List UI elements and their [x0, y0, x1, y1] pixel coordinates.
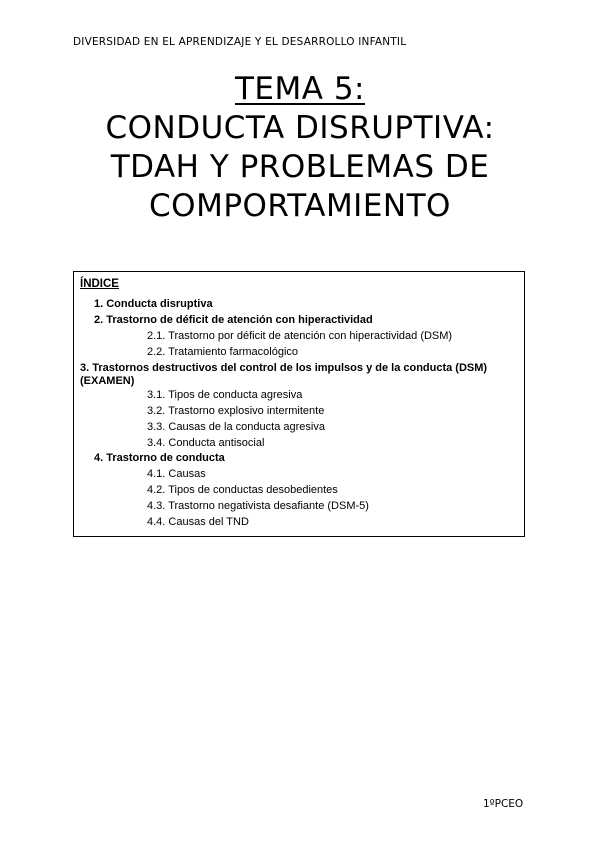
page-header: DIVERSIDAD EN EL APRENDIZAJE Y EL DESARROLLO INFANTIL	[73, 36, 407, 48]
index-entry-2-1: 2.1. Trastorno por déficit de atención con hiperactividad (DSM)	[147, 330, 453, 342]
index-entry-4-1: 4.1. Causas	[147, 468, 206, 480]
index-entry-4-2: 4.2. Tipos de conductas desobedientes	[147, 484, 338, 496]
topic-number: TEMA 5:	[235, 71, 365, 107]
index-entry-3-3: 3.3. Causas de la conducta agresiva	[147, 421, 325, 433]
index-entry-3-1: 3.1. Tipos de conducta agresiva	[147, 389, 303, 401]
index-entry-2-2: 2.2. Tratamiento farmacológico	[147, 346, 299, 358]
index-entry-4-3: 4.3. Trastorno negativista desafiante (DSM-5)	[147, 500, 369, 512]
index-entry-3: 3. Trastornos destructivos del control de los impulsos y de la conducta (DSM) (EXAMEN)	[80, 362, 488, 387]
index-entry-3-2: 3.2. Trastorno explosivo intermitente	[147, 405, 325, 417]
index-entry-2: 2. Trastorno de déficit de atención con hiperactividad	[94, 314, 373, 326]
index-entry-4: 4. Trastorno de conducta	[94, 452, 225, 464]
index-entry-3-4: 3.4. Conducta antisocial	[147, 437, 265, 449]
index-title: ÍNDICE	[80, 278, 119, 290]
index-entry-4-4: 4.4. Causas del TND	[147, 516, 249, 528]
title-line-2: TDAH Y PROBLEMAS DE	[110, 149, 490, 185]
index-entry-1: 1. Conducta disruptiva	[94, 298, 213, 310]
title-line-1: CONDUCTA DISRUPTIVA:	[105, 110, 495, 146]
title-line-3: COMPORTAMIENTO	[149, 188, 451, 224]
index-box	[73, 271, 525, 537]
document-title	[0, 70, 600, 226]
page-footer: 1ºPCEO	[483, 798, 524, 810]
